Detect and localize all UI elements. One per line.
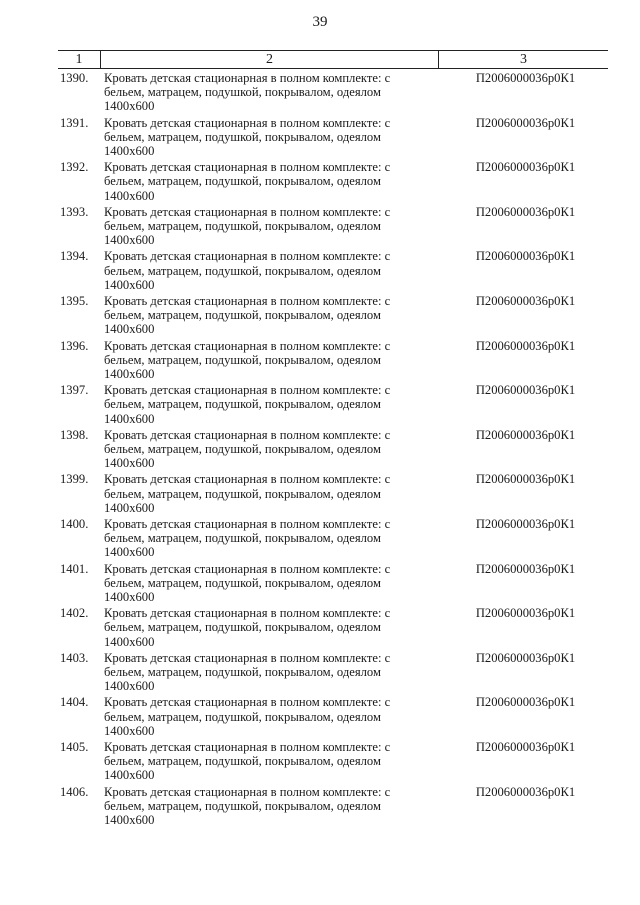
table-row (58, 740, 608, 785)
row-number: 1398. (60, 427, 89, 442)
description-line: 1400х600 (104, 144, 155, 158)
description-line: 1400х600 (104, 99, 155, 114)
description-line: бельем, матрацем, подушкой, покрывалом, одеялом (104, 85, 381, 100)
description-line: бельем, матрацем, подушкой, покрывалом, одеялом (104, 263, 381, 278)
inventory-table (58, 50, 608, 829)
description-line: Кровать детская стационарная в полном комплекте: с (104, 606, 391, 621)
row-description (100, 383, 437, 428)
row-code: П2006000036р0К1 (475, 160, 576, 175)
description-line: Кровать детская стационарная в полном комплекте: с (104, 784, 391, 799)
row-code: П2006000036р0К1 (475, 561, 576, 576)
row-code: П2006000036р0К1 (475, 516, 576, 531)
description-line: Кровать детская стационарная в полном комплекте: с (104, 293, 391, 308)
description-line: бельем, матрацем, подушкой, покрывалом, одеялом (104, 709, 381, 724)
description-line: бельем, матрацем, подушкой, покрывалом, одеялом (104, 352, 381, 367)
row-number: 1405. (60, 739, 89, 754)
description-line: Кровать детская стационарная в полном комплекте: с (104, 383, 391, 398)
header-col-1: 1 (58, 51, 101, 68)
row-description (100, 472, 437, 517)
row-number: 1404. (60, 695, 89, 710)
table-row (58, 517, 608, 562)
row-number: 1393. (60, 204, 89, 219)
row-number: 1394. (60, 249, 89, 264)
table-row (58, 428, 608, 473)
description-line: бельем, матрацем, подушкой, покрывалом, одеялом (104, 174, 381, 189)
description-line: 1400х600 (104, 768, 155, 783)
description-line: Кровать детская стационарная в полном комплекте: с (104, 204, 391, 219)
description-line: 1400х600 (104, 456, 155, 471)
table-row (58, 160, 608, 205)
row-number: 1392. (60, 160, 89, 175)
row-number: 1406. (60, 784, 89, 799)
description-line: 1400х600 (104, 812, 155, 827)
description-line: Кровать детская стационарная в полном комплекте: с (104, 650, 391, 665)
table-row (58, 562, 608, 607)
row-code: П2006000036р0К1 (475, 695, 576, 710)
row-description (100, 428, 437, 473)
row-code: П2006000036р0К1 (475, 115, 576, 130)
row-description (100, 116, 437, 161)
row-code: П2006000036р0К1 (475, 204, 576, 219)
description-line: Кровать детская стационарная в полном комплекте: с (104, 427, 391, 442)
header-col-2: 2 (101, 51, 439, 68)
description-line: Кровать детская стационарная в полном комплекте: с (104, 516, 391, 531)
description-line: бельем, матрацем, подушкой, покрывалом, одеялом (104, 664, 381, 679)
row-code: П2006000036р0К1 (475, 606, 576, 621)
table-row (58, 383, 608, 428)
row-code: П2006000036р0К1 (475, 739, 576, 754)
description-line: Кровать детская стационарная в полном комплекте: с (104, 160, 391, 175)
description-line: бельем, матрацем, подушкой, покрывалом, одеялом (104, 575, 381, 590)
description-line: Кровать детская стационарная в полном комплекте: с (104, 561, 391, 576)
row-number: 1400. (60, 516, 89, 531)
row-description (100, 606, 437, 651)
row-description (100, 695, 437, 740)
row-number: 1396. (60, 338, 89, 353)
description-line: 1400х600 (104, 322, 155, 337)
row-number: 1399. (60, 472, 89, 487)
header-col-3: 3 (520, 52, 527, 67)
row-code: П2006000036р0К1 (475, 338, 576, 353)
description-line: Кровать детская стационарная в полном комплекте: с (104, 695, 391, 710)
page-number: 39 (312, 14, 328, 30)
row-description (100, 740, 437, 785)
row-number: 1401. (60, 561, 89, 576)
description-line: бельем, матрацем, подушкой, покрывалом, одеялом (104, 531, 381, 546)
row-description (100, 160, 437, 205)
row-code: П2006000036р0К1 (475, 249, 576, 264)
row-code: П2006000036р0К1 (475, 427, 576, 442)
row-number: 1390. (60, 71, 89, 85)
table-row (58, 472, 608, 517)
row-code: П2006000036р0К1 (475, 784, 576, 799)
row-description (100, 651, 437, 696)
table-body (58, 71, 608, 829)
row-code: П2006000036р0К1 (475, 71, 576, 85)
table-row (58, 339, 608, 384)
table-row (58, 785, 608, 830)
row-code: П2006000036р0К1 (475, 472, 576, 487)
description-line: Кровать детская стационарная в полном комплекте: с (104, 472, 391, 487)
row-description (100, 517, 437, 562)
row-number: 1403. (60, 650, 89, 665)
table-row (58, 651, 608, 696)
description-line: бельем, матрацем, подушкой, покрывалом, одеялом (104, 754, 381, 769)
row-code: П2006000036р0К1 (475, 650, 576, 665)
description-line: бельем, матрацем, подушкой, покрывалом, одеялом (104, 486, 381, 501)
row-description (100, 249, 437, 294)
description-line: бельем, матрацем, подушкой, покрывалом, одеялом (104, 441, 381, 456)
description-line: 1400х600 (104, 366, 155, 381)
description-line: бельем, матрацем, подушкой, покрывалом, одеялом (104, 620, 381, 635)
row-description (100, 562, 437, 607)
description-line: Кровать детская стационарная в полном комплекте: с (104, 71, 391, 85)
row-description (100, 785, 437, 830)
description-line: бельем, матрацем, подушкой, покрывалом, одеялом (104, 798, 381, 813)
description-line: 1400х600 (104, 634, 155, 649)
table-row (58, 249, 608, 294)
description-line: бельем, матрацем, подушкой, покрывалом, одеялом (104, 308, 381, 323)
row-number: 1402. (60, 606, 89, 621)
description-line: бельем, матрацем, подушкой, покрывалом, одеялом (104, 397, 381, 412)
description-line: 1400х600 (104, 545, 155, 560)
row-description (100, 294, 437, 339)
description-line: Кровать детская стационарная в полном комплекте: с (104, 115, 391, 130)
description-line: 1400х600 (104, 679, 155, 694)
description-line: бельем, матрацем, подушкой, покрывалом, одеялом (104, 218, 381, 233)
table-row (58, 205, 608, 250)
table-row (58, 294, 608, 339)
description-line: Кровать детская стационарная в полном комплекте: с (104, 739, 391, 754)
row-number: 1395. (60, 293, 89, 308)
row-description (100, 339, 437, 384)
description-line: 1400х600 (104, 500, 155, 515)
description-line: 1400х600 (104, 411, 155, 426)
description-line: 1400х600 (104, 723, 155, 738)
table-header (58, 50, 608, 69)
description-line: Кровать детская стационарная в полном комплекте: с (104, 338, 391, 353)
table-row (58, 606, 608, 651)
description-line: бельем, матрацем, подушкой, покрывалом, одеялом (104, 129, 381, 144)
description-line: 1400х600 (104, 188, 155, 203)
description-line: 1400х600 (104, 233, 155, 248)
description-line: 1400х600 (104, 589, 155, 604)
row-number: 1391. (60, 115, 89, 130)
row-code: П2006000036р0К1 (475, 293, 576, 308)
table-row (58, 695, 608, 740)
table-row (58, 71, 608, 116)
table-row (58, 116, 608, 161)
row-description (100, 71, 437, 116)
row-number: 1397. (60, 383, 89, 398)
description-line: Кровать детская стационарная в полном комплекте: с (104, 249, 391, 264)
row-code: П2006000036р0К1 (475, 383, 576, 398)
row-description (100, 205, 437, 250)
description-line: 1400х600 (104, 277, 155, 292)
